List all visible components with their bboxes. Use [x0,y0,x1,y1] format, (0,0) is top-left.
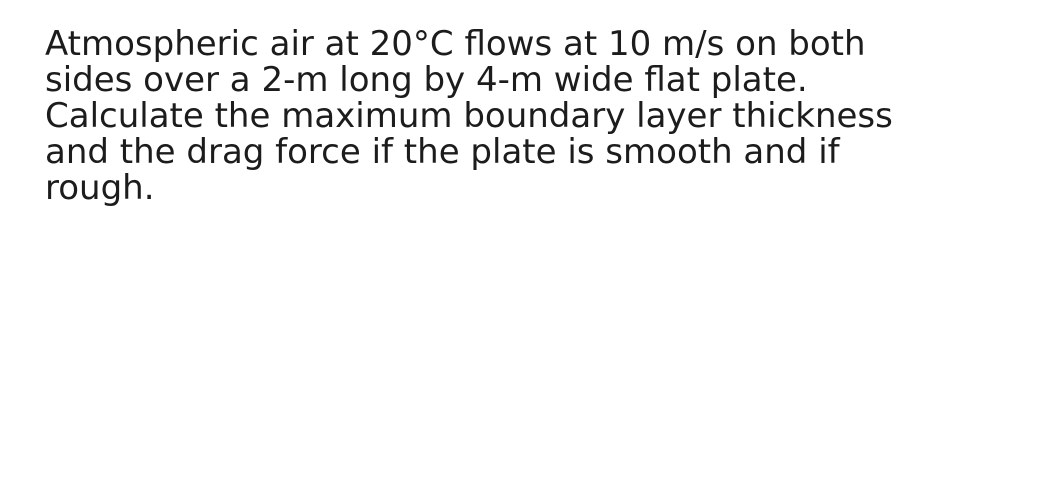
problem-line-4: and the drag force if the plate is smooth and if [45,132,840,172]
problem-line-3: Calculate the maximum boundary layer thickness [45,96,893,136]
problem-line-2: sides over a 2-m long by 4-m wide flat plate. [45,60,808,100]
problem-statement [45,26,1045,206]
problem-line-1: Atmospheric air at 20°C flows at 10 m/s on both [45,24,866,64]
problem-line-5: rough. [45,168,155,208]
